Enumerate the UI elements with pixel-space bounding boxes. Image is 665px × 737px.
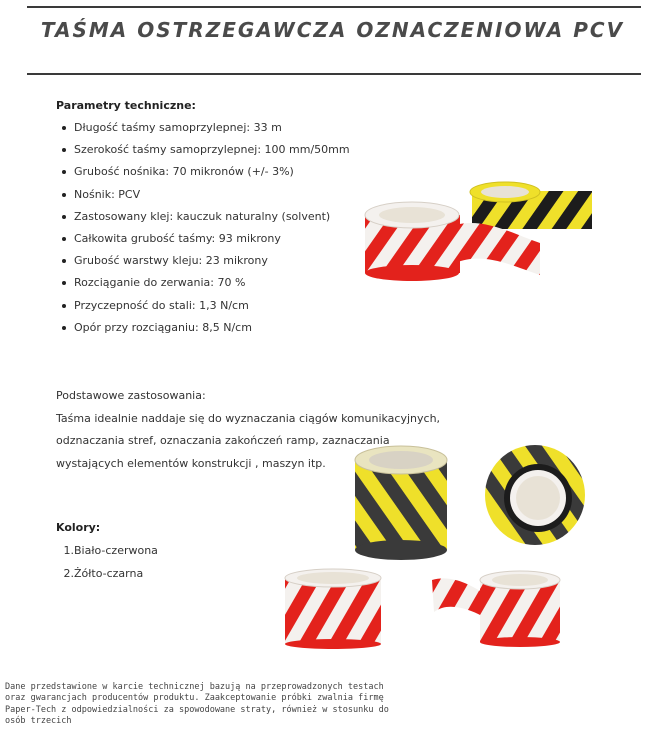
top-rule xyxy=(27,6,641,8)
colors-list xyxy=(56,543,158,588)
tape-photo-bottom xyxy=(282,568,564,650)
parameters-list xyxy=(56,120,350,342)
usage-line: Taśma idealnie naddaje się do wyznaczania ciągów komunikacyjnych, xyxy=(56,411,441,425)
list-item: Grubość warstwy kleju: 23 mikrony xyxy=(56,253,350,275)
list-item: Grubość nośnika: 70 mikronów (+/- 3%) xyxy=(56,164,350,186)
list-item: Szerokość taśmy samoprzylepnej: 100 mm/50mm xyxy=(56,142,350,164)
list-item: Opór przy rozciąganiu: 8,5 N/cm xyxy=(56,320,350,342)
usage-line: odznaczania stref, oznaczania zakończeń ramp, zaznaczania xyxy=(56,434,390,448)
usage-line: wystających elementów konstrukcji , maszyn itp. xyxy=(56,457,326,471)
list-item: Długość taśmy samoprzylepnej: 33 m xyxy=(56,120,350,142)
title-underline xyxy=(27,73,641,75)
parameters-heading: Parametry techniczne: xyxy=(56,99,196,112)
list-item: 2.Żółto-czarna xyxy=(63,566,144,580)
disclaimer: Dane przedstawione w karcie technicznej bazują na przeprowadzonych testach oraz gwarancjach producentów produktu. Zaakceptowanie próbki zwalnia firmę Paper-Tech z odpowiedzialności za spowodowane straty, również w stosunku do osób trzecich xyxy=(5,682,389,726)
list-item: Zastosowany klej: kauczuk naturalny (solvent) xyxy=(56,209,350,231)
list-item: Nośnik: PCV xyxy=(56,187,350,209)
tape-photo-middle xyxy=(350,440,585,570)
tape-photo-top xyxy=(355,175,600,285)
list-item: Rozciąganie do zerwania: 70 % xyxy=(56,275,350,297)
list-item: 1.Biało-czerwona xyxy=(63,544,158,557)
colors-heading: Kolory: xyxy=(56,521,101,534)
list-item: Całkowita grubość taśmy: 93 mikrony xyxy=(56,231,350,253)
usage-heading: Podstawowe zastosowania: xyxy=(56,389,206,402)
list-item: Przyczepność do stali: 1,3 N/cm xyxy=(56,298,350,320)
page-title: TAŚMA OSTRZEGAWCZA OZNACZENIOWA PCV xyxy=(40,18,625,42)
